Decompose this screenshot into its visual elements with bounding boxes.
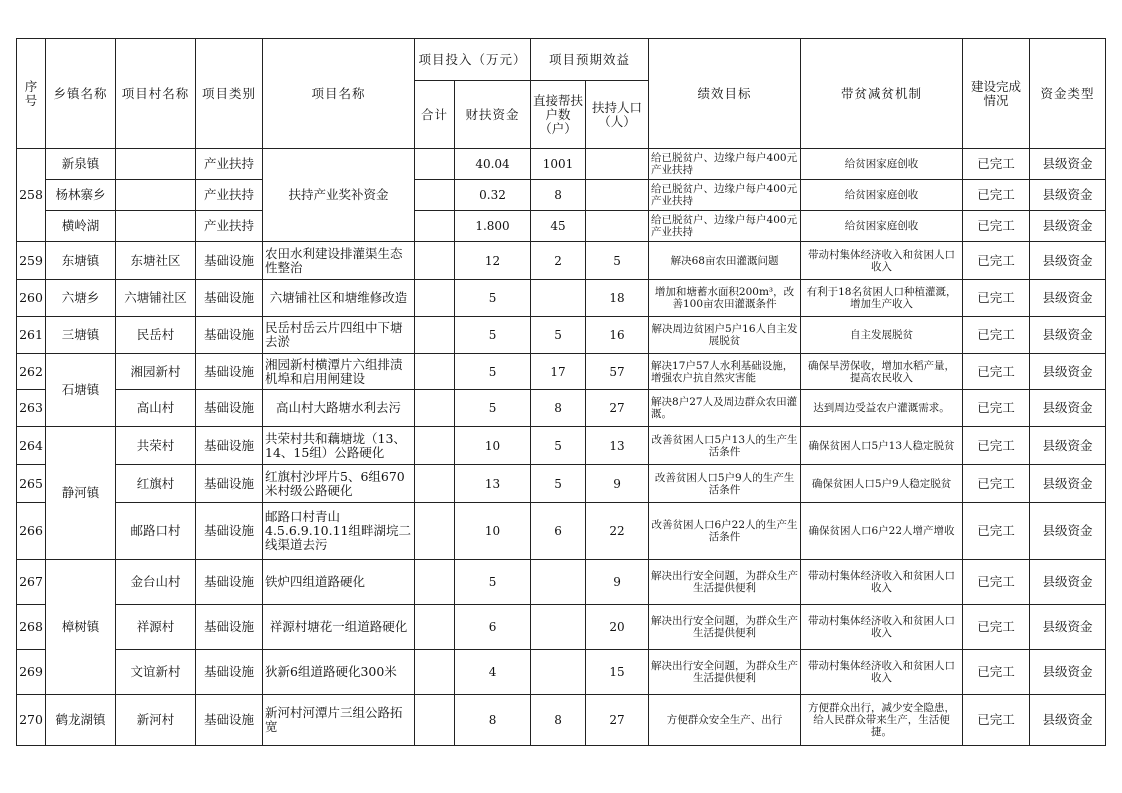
cell-total — [415, 503, 455, 560]
cell-total — [415, 695, 455, 746]
cell-village — [116, 180, 196, 211]
cell-households: 45 — [531, 211, 586, 242]
cell-status: 已完工 — [963, 465, 1030, 503]
cell-category: 基础设施 — [196, 317, 263, 354]
cell-seq: 258 — [17, 149, 46, 242]
cell-village: 新河村 — [116, 695, 196, 746]
cell-category: 基础设施 — [196, 242, 263, 280]
header-population: 扶持人口（人） — [586, 81, 649, 149]
cell-fund-type: 县级资金 — [1030, 354, 1106, 390]
cell-village: 东塘社区 — [116, 242, 196, 280]
cell-category: 基础设施 — [196, 280, 263, 317]
cell-village: 民岳村 — [116, 317, 196, 354]
cell-category: 基础设施 — [196, 503, 263, 560]
cell-mechanism: 确保贫困人口6户22人增产增收 — [801, 503, 963, 560]
table-row — [17, 465, 1106, 503]
table-row — [17, 317, 1106, 354]
cell-status: 已完工 — [963, 242, 1030, 280]
cell-fiscal: 4 — [455, 650, 531, 695]
header-goal: 绩效目标 — [649, 39, 801, 149]
table-row — [17, 560, 1106, 605]
table-row — [17, 650, 1106, 695]
table-row — [17, 242, 1106, 280]
cell-population — [586, 180, 649, 211]
cell-population: 18 — [586, 280, 649, 317]
cell-fiscal: 1.800 — [455, 211, 531, 242]
header-seq: 序号 — [17, 39, 46, 149]
cell-town: 东塘镇 — [46, 242, 116, 280]
header-status: 建设完成情况 — [963, 39, 1030, 149]
cell-fiscal: 5 — [455, 317, 531, 354]
table-row — [17, 503, 1106, 560]
cell-households — [531, 650, 586, 695]
cell-status: 已完工 — [963, 390, 1030, 427]
cell-seq: 265 — [17, 465, 46, 503]
cell-goal: 改善贫困人口6户22人的生产生活条件 — [649, 503, 801, 560]
cell-village: 六塘铺社区 — [116, 280, 196, 317]
cell-seq: 268 — [17, 605, 46, 650]
header-households: 直接帮扶户数（户） — [531, 81, 586, 149]
cell-village: 文谊新村 — [116, 650, 196, 695]
cell-mechanism: 带动村集体经济收入和贫困人口收入 — [801, 242, 963, 280]
cell-fund-type: 县级资金 — [1030, 605, 1106, 650]
cell-village: 邮路口村 — [116, 503, 196, 560]
header-benefit: 项目预期效益 — [531, 39, 649, 81]
cell-seq: 270 — [17, 695, 46, 746]
cell-fiscal: 10 — [455, 427, 531, 465]
cell-status: 已完工 — [963, 560, 1030, 605]
cell-population: 16 — [586, 317, 649, 354]
cell-goal: 解决出行安全问题，为群众生产生活提供便利 — [649, 605, 801, 650]
cell-town: 三塘镇 — [46, 317, 116, 354]
cell-seq: 261 — [17, 317, 46, 354]
cell-town: 石塘镇 — [46, 354, 116, 427]
cell-category: 基础设施 — [196, 695, 263, 746]
cell-fund-type: 县级资金 — [1030, 465, 1106, 503]
cell-mechanism: 有利于18名贫困人口种植灌溉，增加生产收入 — [801, 280, 963, 317]
cell-mechanism: 达到周边受益农户灌溉需求。 — [801, 390, 963, 427]
cell-households: 8 — [531, 180, 586, 211]
cell-fund-type: 县级资金 — [1030, 427, 1106, 465]
cell-town: 六塘乡 — [46, 280, 116, 317]
cell-fund-type: 县级资金 — [1030, 242, 1106, 280]
cell-project: 六塘铺社区和塘维修改造 — [263, 280, 415, 317]
cell-goal: 解决68亩农田灌溉问题 — [649, 242, 801, 280]
cell-fiscal: 5 — [455, 390, 531, 427]
table-row — [17, 180, 1106, 211]
cell-town: 杨林寨乡 — [46, 180, 116, 211]
header-fiscal: 财扶资金 — [455, 81, 531, 149]
cell-project: 扶持产业奖补资金 — [263, 149, 415, 242]
cell-mechanism: 确保贫困人口5户9人稳定脱贫 — [801, 465, 963, 503]
cell-total — [415, 354, 455, 390]
cell-households — [531, 605, 586, 650]
cell-project: 红旗村沙坪片5、6组670米村级公路硬化 — [263, 465, 415, 503]
cell-project: 共荣村共和藕塘垅（13、14、15组）公路硬化 — [263, 427, 415, 465]
cell-households: 6 — [531, 503, 586, 560]
cell-fiscal: 5 — [455, 354, 531, 390]
cell-village: 高山村 — [116, 390, 196, 427]
cell-total — [415, 211, 455, 242]
cell-seq: 269 — [17, 650, 46, 695]
cell-seq: 264 — [17, 427, 46, 465]
cell-category: 基础设施 — [196, 427, 263, 465]
cell-town: 鹤龙湖镇 — [46, 695, 116, 746]
cell-total — [415, 650, 455, 695]
cell-mechanism: 带动村集体经济收入和贫困人口收入 — [801, 650, 963, 695]
header-town: 乡镇名称 — [46, 39, 116, 149]
header-invest: 项目投入（万元） — [415, 39, 531, 81]
cell-total — [415, 149, 455, 180]
cell-category: 产业扶持 — [196, 211, 263, 242]
header-project: 项目名称 — [263, 39, 415, 149]
table-row — [17, 605, 1106, 650]
cell-town: 樟树镇 — [46, 560, 116, 695]
cell-category: 基础设施 — [196, 605, 263, 650]
cell-goal: 解决8户27人及周边群众农田灌溉。 — [649, 390, 801, 427]
cell-fiscal: 8 — [455, 695, 531, 746]
table-row — [17, 695, 1106, 746]
cell-seq: 260 — [17, 280, 46, 317]
table-row — [17, 427, 1106, 465]
cell-mechanism: 给贫困家庭创收 — [801, 149, 963, 180]
cell-village: 红旗村 — [116, 465, 196, 503]
cell-goal: 方便群众安全生产、出行 — [649, 695, 801, 746]
cell-fund-type: 县级资金 — [1030, 560, 1106, 605]
cell-population: 27 — [586, 695, 649, 746]
cell-mechanism: 确保贫困人口5户13人稳定脱贫 — [801, 427, 963, 465]
cell-fiscal: 5 — [455, 280, 531, 317]
cell-status: 已完工 — [963, 605, 1030, 650]
cell-village: 湘园新村 — [116, 354, 196, 390]
cell-households: 8 — [531, 695, 586, 746]
cell-goal: 改善贫困人口5户13人的生产生活条件 — [649, 427, 801, 465]
cell-mechanism: 带动村集体经济收入和贫困人口收入 — [801, 560, 963, 605]
cell-households: 8 — [531, 390, 586, 427]
cell-status: 已完工 — [963, 211, 1030, 242]
cell-project: 狄新6组道路硬化300米 — [263, 650, 415, 695]
cell-status: 已完工 — [963, 180, 1030, 211]
cell-total — [415, 242, 455, 280]
cell-total — [415, 390, 455, 427]
cell-households: 17 — [531, 354, 586, 390]
cell-mechanism: 自主发展脱贫 — [801, 317, 963, 354]
cell-households: 2 — [531, 242, 586, 280]
cell-category: 基础设施 — [196, 465, 263, 503]
cell-goal: 解决周边贫困户5户16人自主发展脱贫 — [649, 317, 801, 354]
cell-status: 已完工 — [963, 650, 1030, 695]
cell-mechanism: 给贫困家庭创收 — [801, 211, 963, 242]
cell-fund-type: 县级资金 — [1030, 650, 1106, 695]
cell-fiscal: 13 — [455, 465, 531, 503]
cell-households: 5 — [531, 427, 586, 465]
cell-status: 已完工 — [963, 280, 1030, 317]
cell-mechanism: 带动村集体经济收入和贫困人口收入 — [801, 605, 963, 650]
cell-town: 静河镇 — [46, 427, 116, 560]
cell-mechanism: 给贫困家庭创收 — [801, 180, 963, 211]
cell-fiscal: 5 — [455, 560, 531, 605]
cell-population: 9 — [586, 560, 649, 605]
table-row — [17, 280, 1106, 317]
cell-seq: 259 — [17, 242, 46, 280]
cell-goal: 解决17户57人水利基础设施，增强农户抗自然灾害能 — [649, 354, 801, 390]
cell-households: 5 — [531, 465, 586, 503]
cell-fiscal: 10 — [455, 503, 531, 560]
cell-village: 金台山村 — [116, 560, 196, 605]
cell-population: 15 — [586, 650, 649, 695]
cell-project: 湘园新村横潭片六组排渍机埠和启用闸建设 — [263, 354, 415, 390]
table-row — [17, 354, 1106, 390]
cell-goal: 增加和塘蓄水面积200m³，改善100亩农田灌溉条件 — [649, 280, 801, 317]
cell-fund-type: 县级资金 — [1030, 180, 1106, 211]
cell-village: 祥源村 — [116, 605, 196, 650]
cell-population: 5 — [586, 242, 649, 280]
cell-mechanism: 确保旱涝保收，增加水稻产量，提高农民收入 — [801, 354, 963, 390]
cell-seq: 262 — [17, 354, 46, 390]
cell-category: 基础设施 — [196, 560, 263, 605]
cell-project: 农田水利建设排灌渠生态性整治 — [263, 242, 415, 280]
cell-project: 新河村河潭片三组公路拓宽 — [263, 695, 415, 746]
header-fund-type: 资金类型 — [1030, 39, 1106, 149]
cell-total — [415, 560, 455, 605]
cell-goal: 改善贫困人口5户9人的生产生活条件 — [649, 465, 801, 503]
cell-category: 基础设施 — [196, 390, 263, 427]
cell-fund-type: 县级资金 — [1030, 149, 1106, 180]
cell-fund-type: 县级资金 — [1030, 211, 1106, 242]
cell-fund-type: 县级资金 — [1030, 317, 1106, 354]
cell-seq: 267 — [17, 560, 46, 605]
cell-population: 27 — [586, 390, 649, 427]
cell-population — [586, 149, 649, 180]
cell-status: 已完工 — [963, 149, 1030, 180]
cell-status: 已完工 — [963, 695, 1030, 746]
cell-status: 已完工 — [963, 354, 1030, 390]
cell-seq: 263 — [17, 390, 46, 427]
cell-town: 新泉镇 — [46, 149, 116, 180]
cell-project: 祥源村塘花一组道路硬化 — [263, 605, 415, 650]
cell-goal: 解决出行安全问题，为群众生产生活提供便利 — [649, 560, 801, 605]
cell-goal: 给已脱贫户、边缘户每户400元产业扶持 — [649, 149, 801, 180]
cell-fund-type: 县级资金 — [1030, 695, 1106, 746]
cell-fiscal: 12 — [455, 242, 531, 280]
cell-households: 5 — [531, 317, 586, 354]
cell-fund-type: 县级资金 — [1030, 280, 1106, 317]
cell-total — [415, 317, 455, 354]
cell-status: 已完工 — [963, 317, 1030, 354]
cell-fiscal: 0.32 — [455, 180, 531, 211]
cell-project: 高山村大路塘水利去污 — [263, 390, 415, 427]
cell-village — [116, 211, 196, 242]
cell-seq: 266 — [17, 503, 46, 560]
table-row — [17, 211, 1106, 242]
cell-population: 13 — [586, 427, 649, 465]
project-table — [16, 38, 1106, 746]
cell-households — [531, 280, 586, 317]
cell-goal: 给已脱贫户、边缘户每户400元产业扶持 — [649, 180, 801, 211]
cell-total — [415, 427, 455, 465]
cell-fiscal: 6 — [455, 605, 531, 650]
cell-goal: 给已脱贫户、边缘户每户400元产业扶持 — [649, 211, 801, 242]
cell-category: 基础设施 — [196, 650, 263, 695]
header-total: 合计 — [415, 81, 455, 149]
cell-fund-type: 县级资金 — [1030, 390, 1106, 427]
cell-total — [415, 180, 455, 211]
cell-households — [531, 560, 586, 605]
cell-status: 已完工 — [963, 503, 1030, 560]
cell-town: 横岭湖 — [46, 211, 116, 242]
cell-project: 民岳村岳云片四组中下塘去淤 — [263, 317, 415, 354]
table-row — [17, 390, 1106, 427]
cell-total — [415, 280, 455, 317]
cell-fiscal: 40.04 — [455, 149, 531, 180]
cell-total — [415, 605, 455, 650]
header-category: 项目类别 — [196, 39, 263, 149]
cell-population: 9 — [586, 465, 649, 503]
cell-village: 共荣村 — [116, 427, 196, 465]
cell-category: 基础设施 — [196, 354, 263, 390]
header-mechanism: 带贫减贫机制 — [801, 39, 963, 149]
cell-village — [116, 149, 196, 180]
cell-project: 铁炉四组道路硬化 — [263, 560, 415, 605]
cell-project: 邮路口村青山4.5.6.9.10.11组畔湖垸二线渠道去污 — [263, 503, 415, 560]
table-row — [17, 149, 1106, 180]
cell-status: 已完工 — [963, 427, 1030, 465]
cell-population: 20 — [586, 605, 649, 650]
cell-population — [586, 211, 649, 242]
cell-mechanism: 方便群众出行，减少安全隐患，给人民群众带来生产，生活便捷。 — [801, 695, 963, 746]
cell-total — [415, 465, 455, 503]
cell-households: 1001 — [531, 149, 586, 180]
cell-category: 产业扶持 — [196, 149, 263, 180]
cell-fund-type: 县级资金 — [1030, 503, 1106, 560]
cell-population: 22 — [586, 503, 649, 560]
cell-goal: 解决出行安全问题，为群众生产生活提供便利 — [649, 650, 801, 695]
cell-category: 产业扶持 — [196, 180, 263, 211]
header-village: 项目村名称 — [116, 39, 196, 149]
cell-population: 57 — [586, 354, 649, 390]
